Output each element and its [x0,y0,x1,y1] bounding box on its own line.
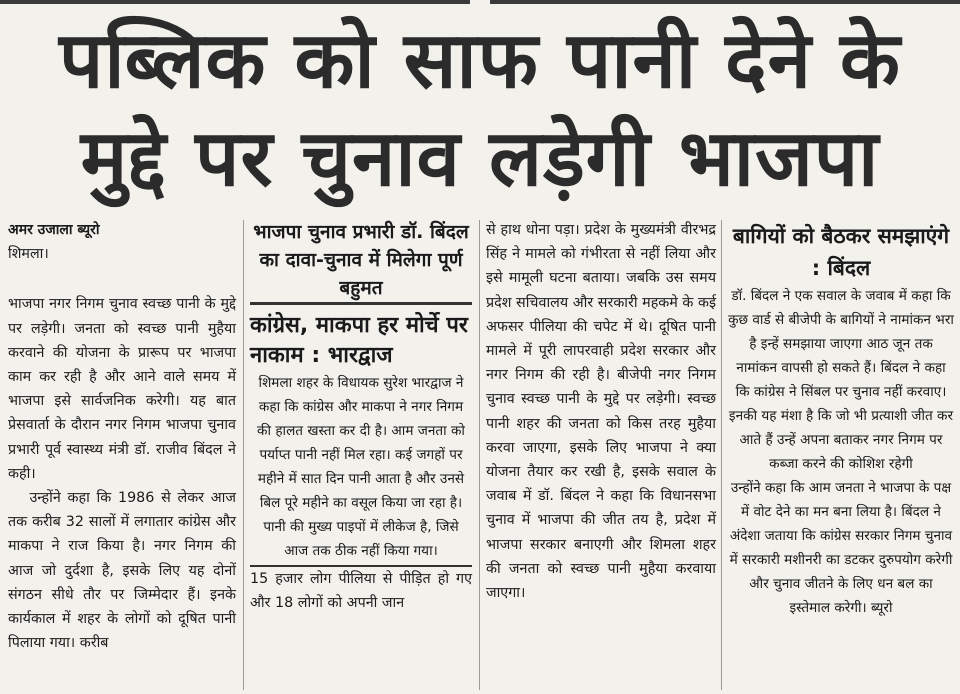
article-column-4 [728,218,954,620]
subheading: भाजपा चुनाव प्रभारी डॉ. बिंदल का दावा-चुनाव में मिलेगा पूर्ण बहुमत [253,221,469,299]
boxed-quote: शिमला शहर के विधायक सुरेश भारद्वाज ने कहा कि कांग्रेस और माकपा ने नगर निगम की हालत खस्ता कर दी है। आम जनता को पर्याप्त पानी नहीं मिल रहा। कई जगहों पर महीने में सात दिन पानी आता है और उनसे बिल पूरे महीने का वसूल किया जा रहा है। पानी की मुख्य पाइपों में लीकेज है, जिसे आज तक ठीक नहीं किया गया। [250,371,472,567]
section-heading: कांग्रेस, माकपा हर मोर्चे पर नाकाम : भारद्वाज [250,302,472,371]
headline-line-2: मुद्दे पर चुनाव लड़ेगी भाजपा [80,114,880,204]
paragraph: डॉ. बिंदल ने एक सवाल के जवाब में कहा कि कुछ वार्ड से बीजेपी के बागियों ने नामांकन भरा है इन्हें समझाया जाएगा आठ जून तक नामांकन वापसी हो सकते हैं। बिंदल ने कहा कि कांग्रेस ने सिंबल पर चुनाव नहीं करवाए। इनकी यह मंशा है कि जो भी प्रत्याशी जीत कर आते हैं उन्हें अपना बताकर नगर निगम पर कब्जा करने की कोशिश रहेगी [728,288,954,472]
paragraph: 15 हजार लोग पीलिया से पीड़ित हो गए और 18 लोगों को अपनी जान [250,571,472,612]
main-headline [0,12,960,208]
paragraph: से हाथ धोना पड़ा। प्रदेश के मुख्यमंत्री वीरभद्र सिंह ने मामले को गंभीरता से नहीं लिया और इसे मामूली घटना बताया। जबकि उस समय प्रदेश सचिवालय और सरकारी महकमे के कई अफसर पीलिया की चपेट में थे। दूषित पानी मामले में पूरी लापरवाही प्रदेश सरकार और नगर निगम की रही है। बीजेपी नगर निगम चुनाव स्वच्छ पानी के मुद्दे पर लड़ेगी। स्वच्छ पानी शहर की जनता को किस तरह मुहैया करवा जाएगा, इसके लिए भाजपा ने क्या योजना तैयार कर रखी है, इसके सवाल के जवाब में डॉ. बिंदल ने कहा कि विधानसभा चुनाव में भाजपा की जीत तय है, प्रदेश में भाजपा सरकार बनाएगी और शिमला शहर की जनता को स्वच्छ पानी मुहैया करवाया जाएगा। [486,222,716,602]
top-rule-right [490,0,960,4]
headline-line-1: पब्लिक को साफ पानी देने के [59,16,901,106]
column-divider [243,220,244,690]
subheading: बागियों को बैठकर समझाएंगे : बिंदल [732,224,950,280]
article-column-1 [8,218,236,655]
dateline: शिमला। [8,246,49,263]
byline: अमर उजाला ब्यूरो [8,222,100,238]
paragraph: उन्होंने कहा कि 1986 से लेकर आज तक करीब 32 सालों में लगातार कांग्रेस और माकपा ने राज किया है। नगर निगम की आज जो दुर्दशा है, इसके लिए यह दोनों संगठन सीधे तौर पर जिम्मेदार हैं। इनके कार्यकाल में शहर के लोगों को दूषित पानी पिलाया गया। करीब [8,490,236,652]
column-divider [721,220,722,690]
article-column-3 [486,218,716,605]
paragraph: उन्होंने कहा कि आम जनता ने भाजपा के पक्ष में वोट देने का मन बना लिया है। बिंदल ने अंदेशा जताया कि कांग्रेस सरकार निगम चुनाव में सरकारी मशीनरी का डटकर दुरुपयोग करेगी और चुनाव जीतने के लिए धन बल का इस्तेमाल करेगी। ब्यूरो [729,480,953,616]
article-column-2 [250,218,472,615]
column-divider [479,220,480,690]
top-rule-left [0,0,470,4]
paragraph: भाजपा नगर निगम चुनाव स्वच्छ पानी के मुद्दे पर लड़ेगी। जनता को स्वच्छ पानी मुहैया करवाने की योजना के प्रारूप पर भाजपा काम कर रही है और आने वाले समय में भाजपा इसे सार्वजनिक करेगी। यह बात प्रेसवार्ता के दौरान नगर निगम भाजपा चुनाव प्रभारी पूर्व स्वास्थ्य मंत्री डॉ. राजीव बिंदल ने कही। [8,296,236,482]
